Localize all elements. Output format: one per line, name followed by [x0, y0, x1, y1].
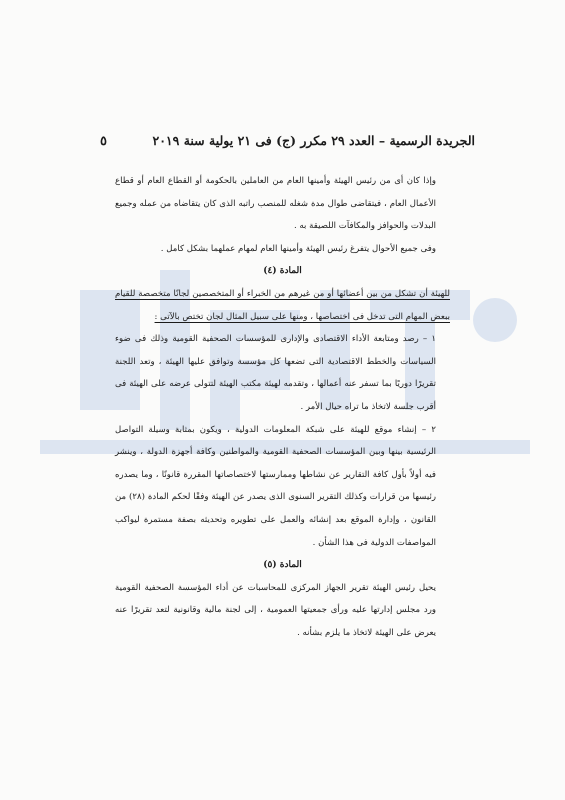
page-header — [100, 133, 475, 149]
document-body — [115, 170, 450, 644]
article-4-intro: للهيئة أن تشكل من بين أعضائها أو من غيرهم من الخبراء أو المتخصصين لجانًا متخصصة للقيام ببعض المهام التى تدخل فى اختصاصها ، ومنها على سبيل المثال لجان تختص بالآتى : — [115, 288, 450, 322]
article-5-text: يحيل رئيس الهيئة تقرير الجهاز المركزى للمحاسبات عن أداء المؤسسة الصحفية القومية ورد مجلس إدارتها عليه ورأى جمعيتها العمومية ، إلى لجنة مالية وقانونية لتعد تقريرًا عنه يعرض على الهيئة لاتخاذ ما يلزم بشأنه . — [115, 582, 436, 638]
article-4-heading: المادة (٤) — [263, 266, 302, 277]
article-4-item-2: ٢ – إنشاء موقع للهيئة على شبكة المعلومات الدولية ، ويكون بمثابة وسيلة التواصل الرئيسية بينها وبين المؤسسات الصحفية القومية والمواطنين وكافة أجهزة الدولة ، وينشر فيه أولاً بأول كافة التقارير عن نشاطها وممارستها لاختصاصاتها المقررة قانونًا ، وما يصدره رئيسها من قرارات وكذلك التقرير السنوى الذى يصدر عن الهيئة وفقًا لحكم المادة (٢٨) من القانون ، وإدارة الموقع بعد إنشائه والعمل على تطويره وتحديثه بصفة مستمرة ليواكب المواصفات الدولية فى هذا الشأن . — [115, 424, 436, 548]
gazette-title: الجريدة الرسمية – العدد ٢٩ مكرر (ج) فى ٢١ يولية سنة ٢٠١٩ — [152, 133, 475, 148]
article-5-heading: المادة (٥) — [263, 560, 302, 571]
article-4-item-1: ١ – رصد ومتابعة الأداء الاقتصادى والإدارى للمؤسسات الصحفية القومية وذلك فى ضوء السياسات والخطط الاقتصادية التى تضعها كل مؤسسة وتوافق عليها الهيئة ، وتعد اللجنة تقريرًا دوريًا بما تسفر عنه أعمالها ، وتقدمه لهيئة مكتب الهيئة لتتولى عرضه على الهيئة فى أقرب جلسة لاتخاذ ما تراه حيال الأمر . — [115, 334, 436, 412]
page-number: ٥ — [100, 134, 107, 149]
paragraph-salary: وإذا كان أى من رئيس الهيئة وأمينها العام من العاملين بالحكومة أو القطاع العام أو قطاع الأعمال العام ، فيتقاضى طوال مدة شغله للمنصب راتبه الذى كان يتقاضاه من عمله وجميع البدلات والحوافز والمكافآت اللصيقة به . — [115, 176, 436, 232]
paragraph-fulltime: وفى جميع الأحوال يتفرغ رئيس الهيئة وأمينها العام لمهام عملهما بشكل كامل . — [160, 243, 436, 254]
